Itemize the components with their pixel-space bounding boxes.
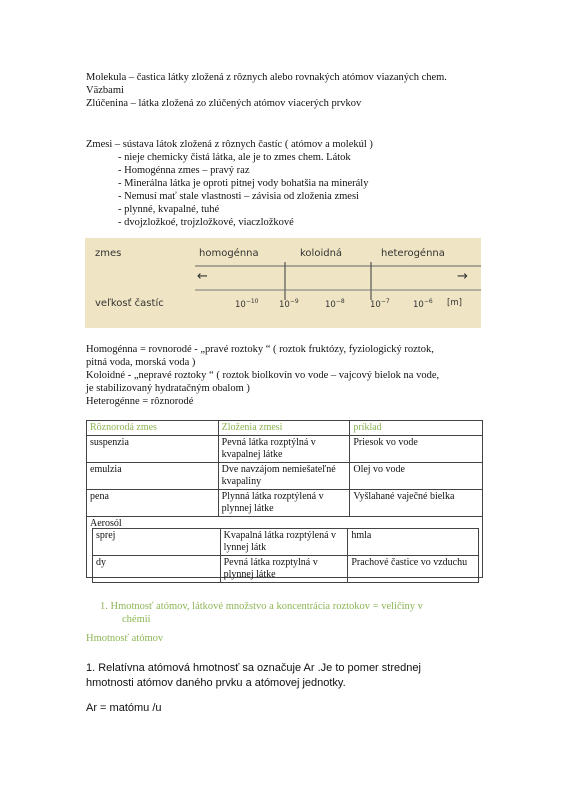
intro-line-2: Väzbami	[86, 85, 124, 96]
unit-label: [m]	[447, 298, 462, 308]
table-header-row	[87, 421, 483, 436]
table-cell: suspenzia	[87, 436, 219, 463]
aerosol-label: Aerosól	[90, 518, 122, 529]
table-cell: hmla	[348, 529, 479, 556]
koloidna-label: koloidná	[300, 248, 343, 259]
column-header: Rôznorodá zmes	[87, 421, 219, 436]
paragraph-line: hmotnosti atómov daného prvku a atómovej jednotky.	[86, 677, 346, 689]
right-arrow-icon: →	[457, 269, 468, 284]
table-row	[93, 556, 479, 583]
table-cell: Pevná látka rozptýlná v kvapalnej látke	[218, 436, 350, 463]
table-row	[93, 529, 479, 556]
intro-line-3: Zlúčenina – látka zložená zo zlúčených atómov viacerých prvkov	[86, 98, 362, 109]
zmesi-item: - plynné, kvapalné, tuhé	[118, 204, 220, 215]
aerosol-table	[92, 528, 479, 583]
table-row	[87, 490, 483, 517]
table-cell: Prachové častice vo vzduchu	[348, 556, 479, 583]
homogenna-label: homogénna	[199, 248, 259, 259]
zmesi-item: - Nemusí mať stale vlastnosti – závisia od zloženia zmesi	[118, 191, 359, 202]
tick-label: $10^{-6}$	[413, 298, 433, 310]
table-cell: Vyšlahané vaječné bielka	[350, 490, 483, 517]
tick-label: $10^{-10}$	[235, 298, 259, 310]
table-cell: Olej vo vode	[350, 463, 483, 490]
zmes-label: zmes	[95, 248, 122, 259]
zmesi-heading: Zmesi – sústava látok zložená z rôznych častíc ( atómov a molekúl )	[86, 139, 373, 150]
definition-line: Koloidné - „nepravé roztoky “ ( roztok biolkovín vo vode – vajcový bielok na vode,	[86, 370, 440, 381]
heterogenna-label: heterogénna	[381, 248, 445, 259]
section-list-item-cont: chémii	[122, 614, 151, 625]
table-cell: sprej	[93, 529, 221, 556]
section-list-item: 1. Hmotnosť atómov, látkové množstvo a koncentrácia roztokov = veličiny v	[100, 601, 423, 612]
definition-line: je stabilizovaný hydratačným obalom )	[86, 383, 250, 394]
zmesi-item: - dvojzložkoé, trojzložkové, viaczložkové	[118, 217, 294, 228]
castice-label: veľkosť častíc	[95, 298, 164, 309]
paragraph-line: 1. Relatívna atómová hmotnosť sa označuje Ar .Je to pomer strednej	[86, 662, 421, 674]
formula: Ar = matómu /u	[86, 702, 162, 714]
table-cell: Pevná látka rozptylná v plynnej látke	[220, 556, 348, 583]
definition-line: Homogénna = rovnorodé - „pravé roztoky “ ( roztok fruktózy, fyziologický roztok,	[86, 344, 434, 355]
table-cell: dy	[93, 556, 221, 583]
column-header: Zloženia zmesi	[218, 421, 350, 436]
tick-label: $10^{-8}$	[325, 298, 345, 310]
table-row	[87, 463, 483, 490]
column-header: príklad	[350, 421, 483, 436]
tick-label: $10^{-9}$	[279, 298, 299, 310]
table-cell: Plynná látka rozptýlená v plynnej látke	[218, 490, 350, 517]
left-arrow-icon: ←	[197, 269, 208, 284]
zmesi-item: - nieje chemicky čistá látka, ale je to zmes chem. Látok	[118, 152, 351, 163]
table-cell: Kvapalná látka rozptýlená v lynnej látk	[220, 529, 348, 556]
table-row	[87, 436, 483, 463]
zmesi-item: - Minerálna látka je oproti pitnej vody bohatšia na minerály	[118, 178, 369, 189]
table-cell: Priesok vo vode	[350, 436, 483, 463]
definition-line: pitná voda, morská voda )	[86, 357, 196, 368]
definition-line: Heterogénne = rôznorodé	[86, 396, 194, 407]
tick-label: $10^{-7}$	[370, 298, 390, 310]
subheading: Hmotnosť atómov	[86, 633, 164, 644]
table-cell: pena	[87, 490, 219, 517]
particle-size-figure	[85, 238, 481, 328]
table-cell: emulzia	[87, 463, 219, 490]
table-cell: Dve navzájom nemiešateľné kvapaliny	[218, 463, 350, 490]
intro-line-1: Molekula – častica látky zložená z rôznych alebo rovnakých atómov viazaných chem.	[86, 72, 447, 83]
zmesi-item: - Homogénna zmes – pravý raz	[118, 165, 250, 176]
